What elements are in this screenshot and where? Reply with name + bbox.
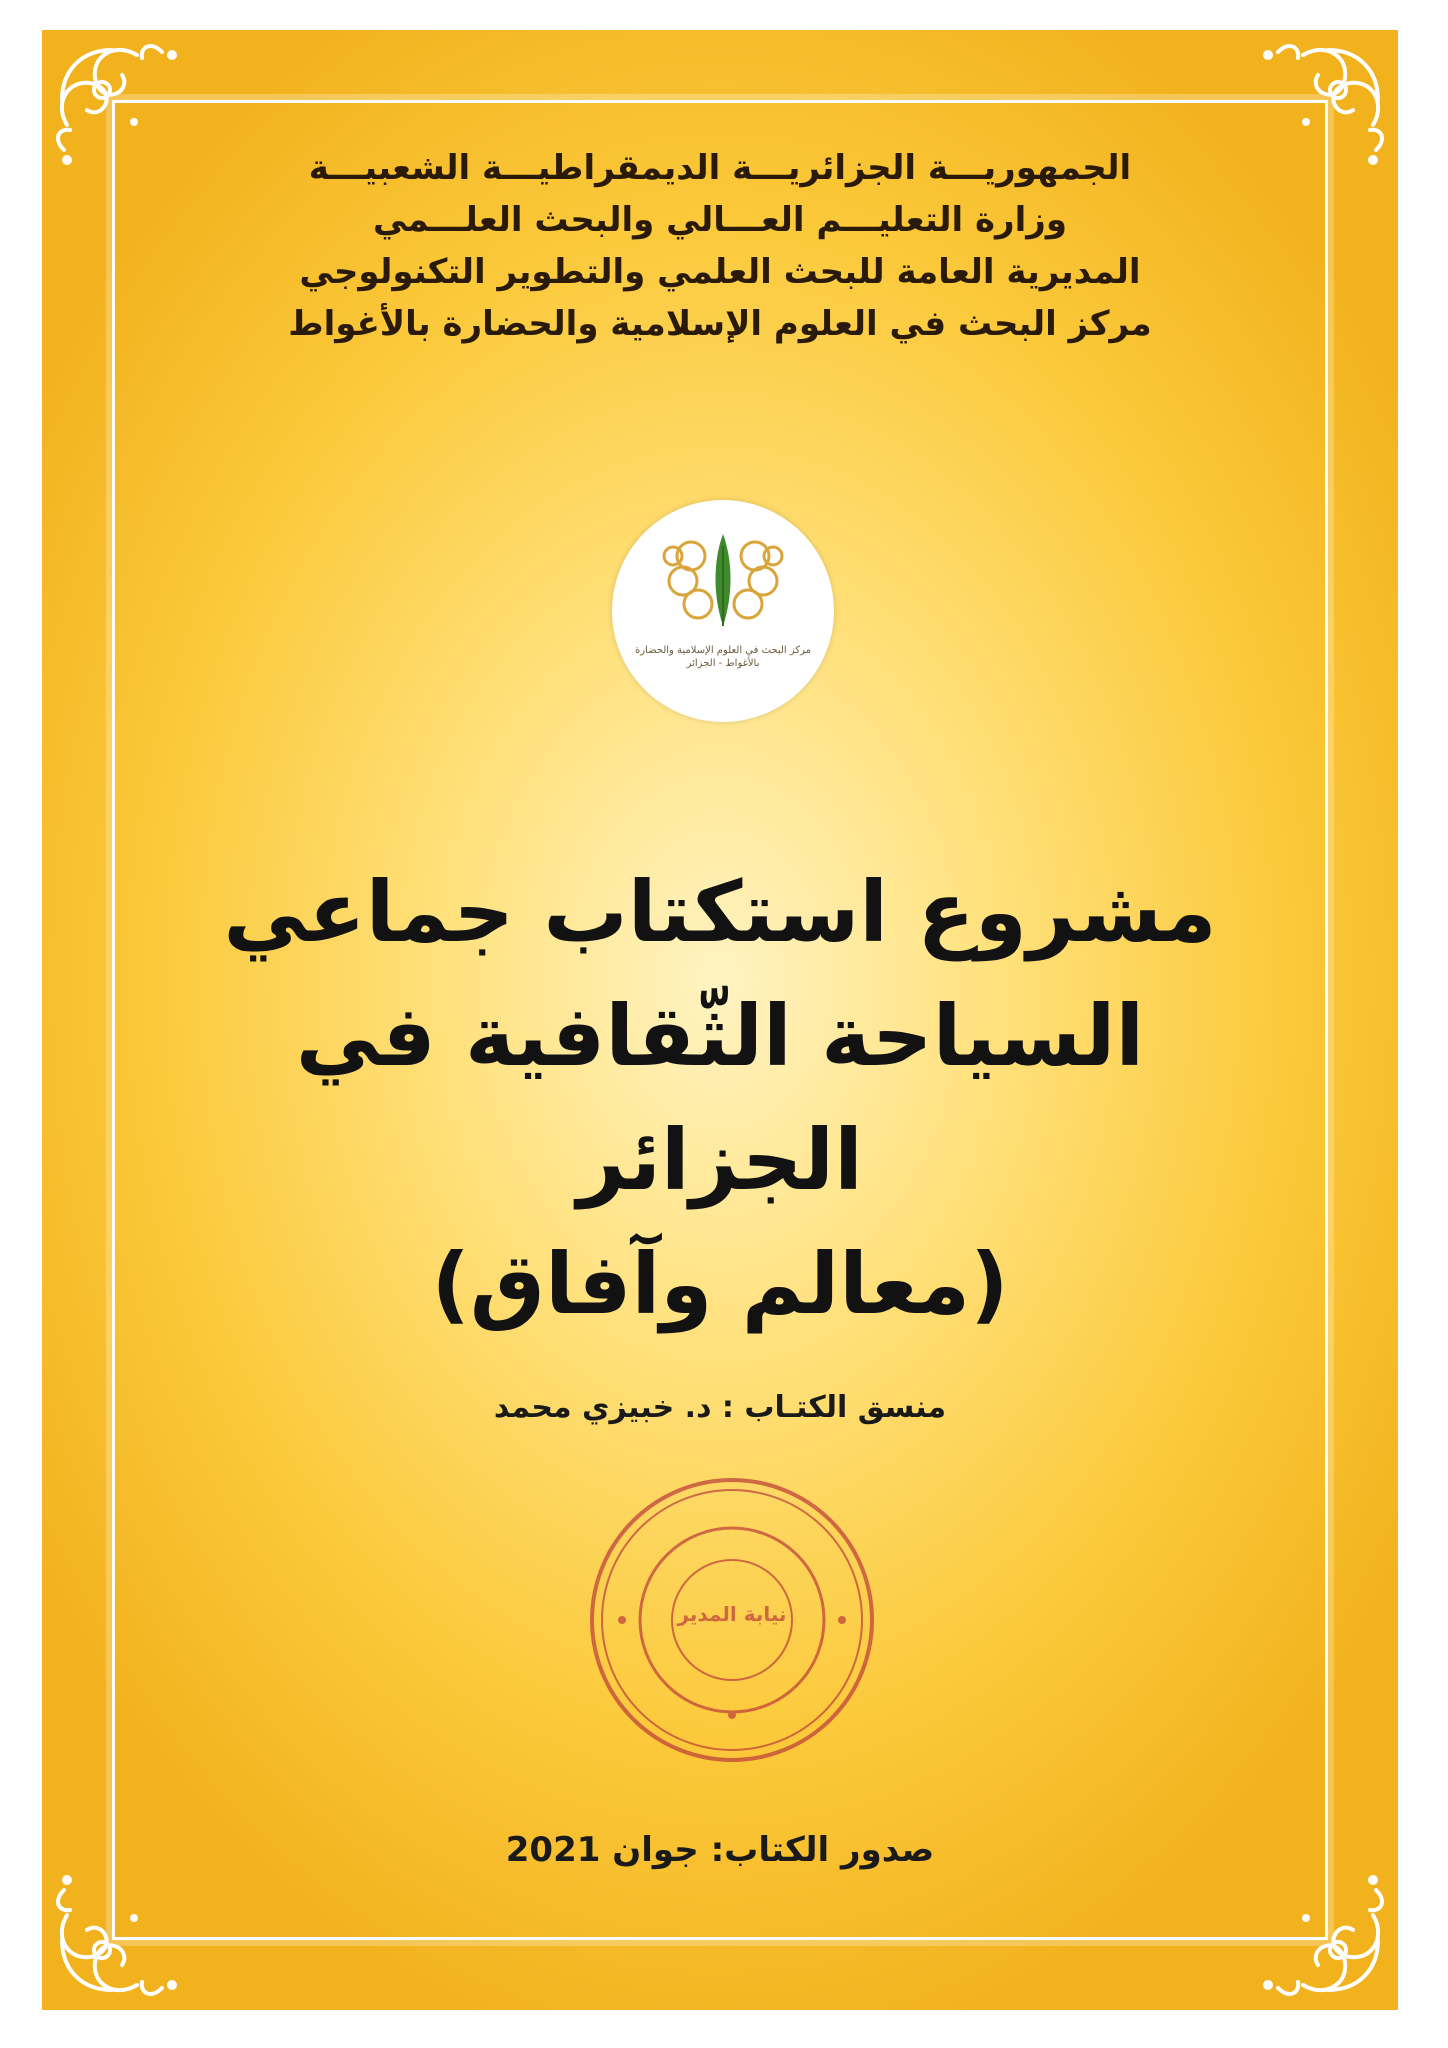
header-line-republic: الجمهوريـــة الجزائريـــة الديمقراطيـــة الشعبيـــة: [308, 148, 1132, 188]
logo-emblem-icon: [643, 526, 803, 636]
logo-caption: مركز البحث في العلوم الإسلامية والحضارة بالأغواط - الجزائر: [634, 645, 812, 669]
research-center-logo: [612, 500, 834, 722]
title-line-3: (معالم وآفاق): [431, 1235, 1009, 1333]
book-title: [162, 850, 1278, 1346]
title-line-2: السياحة الثّقافية في الجزائر: [295, 987, 1145, 1209]
corner-ornament-icon: [1248, 30, 1398, 180]
header-line-research-center: مركز البحث في العلوم الإسلامية والحضارة بالأغواط: [288, 304, 1152, 344]
header-line-directorate: المديرية العامة للبحث العلمي والتطوير التكنولوجي: [299, 252, 1141, 292]
institution-header: [242, 142, 1198, 350]
header-line-ministry: وزارة التعليـــم العـــالي والبحث العلـــمي: [372, 200, 1067, 240]
corner-ornament-icon: [1248, 1860, 1398, 2010]
book-coordinator: منسق الكتـاب : د. خبيزي محمد: [493, 1390, 947, 1425]
book-cover: [42, 30, 1398, 2010]
official-stamp: [582, 1470, 882, 1770]
publication-date: صدور الكتاب: جوان 2021: [505, 1830, 935, 1870]
title-line-1: مشروع استكتاب جماعي: [223, 863, 1217, 961]
corner-ornament-icon: [42, 30, 192, 180]
stamp-center-text: نيابة المدير: [677, 1602, 787, 1626]
corner-ornament-icon: [42, 1860, 192, 2010]
